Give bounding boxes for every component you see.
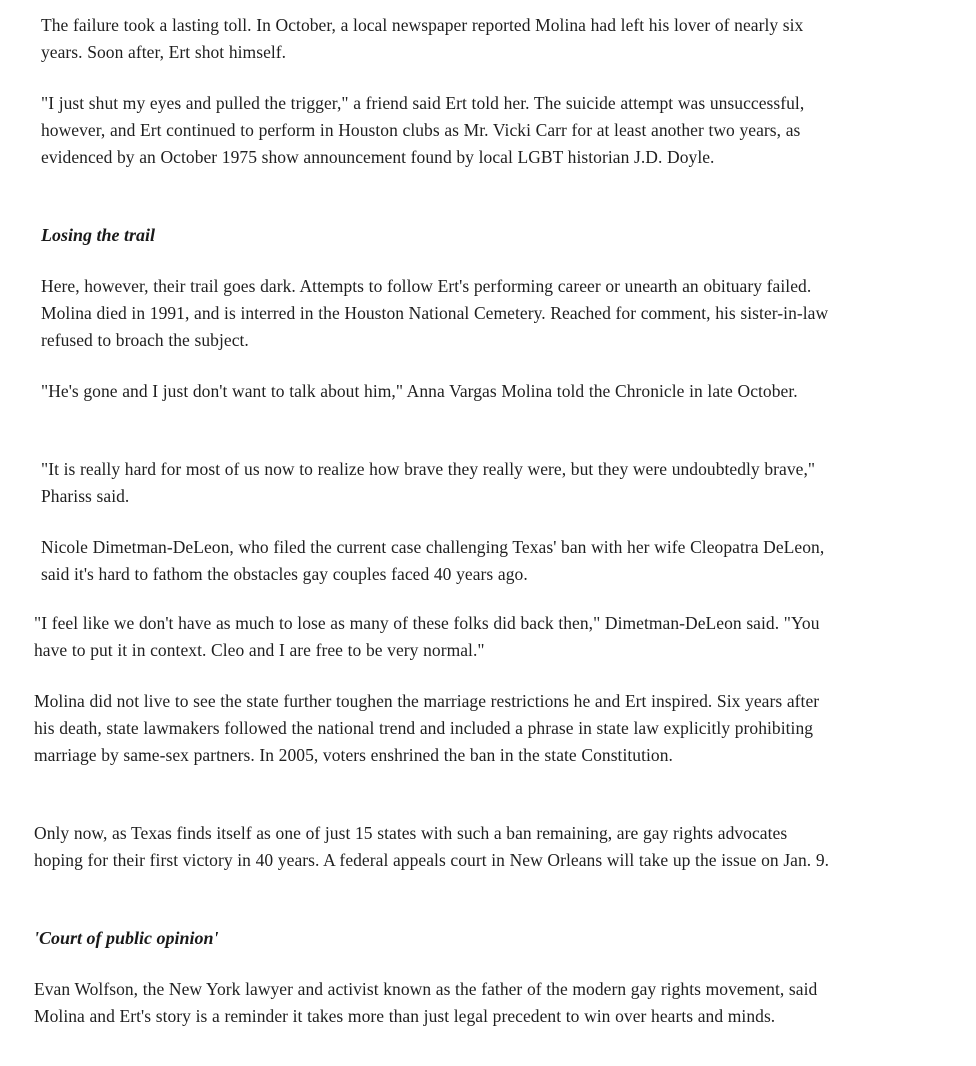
paragraph-anna-vargas-molina-quote: "He's gone and I just don't want to talk about him," Anna Vargas Molina told the Chronicle in late October. — [41, 381, 798, 401]
paragraph-lasting-toll: The failure took a lasting toll. In October, a local newspaper reported Molina had left his lover of nearly six years. Soon after, Ert shot himself. — [41, 15, 804, 62]
paragraph-trail-goes-dark: Here, however, their trail goes dark. Attempts to follow Ert's performing career or unearth an obituary failed. Molina died in 1991, and is interred in the Houston National Cemetery. Reached for comment, his sister-in-law refused to broach the subject. — [41, 276, 829, 350]
paragraph-fifteen-states: Only now, as Texas finds itself as one of just 15 states with such a ban remaining, are gay rights advocates hoping for their first victory in 40 years. A federal appeals court in New Orleans will take up the issue on Jan. 9. — [34, 823, 830, 870]
subhead-court-of-public-opinion: 'Court of public opinion' — [34, 928, 219, 948]
paragraph-evan-wolfson: Evan Wolfson, the New York lawyer and activist known as the father of the modern gay rights movement, said Molina and Ert's story is a reminder it takes more than just legal precedent to win over hearts and minds. — [34, 979, 818, 1026]
paragraph-dimetman-deleon: Nicole Dimetman-DeLeon, who filed the current case challenging Texas' ban with her wife Cleopatra DeLeon, said it's hard to fathom the obstacles gay couples faced 40 years ago. — [41, 537, 825, 584]
paragraph-suicide-attempt: "I just shut my eyes and pulled the trigger," a friend said Ert told her. The suicide attempt was unsuccessful, however, and Ert continued to perform in Houston clubs as Mr. Vicki Carr for at least another two years, as evidenced by an October 1975 show announcement found by local LGBT historian J.D. Doyle. — [41, 93, 805, 167]
paragraph-marriage-restrictions: Molina did not live to see the state further toughen the marriage restrictions he and Ert inspired. Six years after his death, state lawmakers followed the national trend and included a phrase in state law explicitly prohibiting marriage by same-sex partners. In 2005, voters enshrined the ban in the state Constitution. — [34, 691, 820, 765]
paragraph-phariss-quote: "It is really hard for most of us now to realize how brave they really were, but they were undoubtedly brave," Phariss said. — [41, 459, 816, 506]
paragraph-dimetman-deleon-quote: "I feel like we don't have as much to lose as many of these folks did back then," Dimetman-DeLeon said. "You have to put it in context. Cleo and I are free to be very normal." — [34, 613, 820, 660]
subhead-losing-the-trail: Losing the trail — [41, 225, 156, 245]
